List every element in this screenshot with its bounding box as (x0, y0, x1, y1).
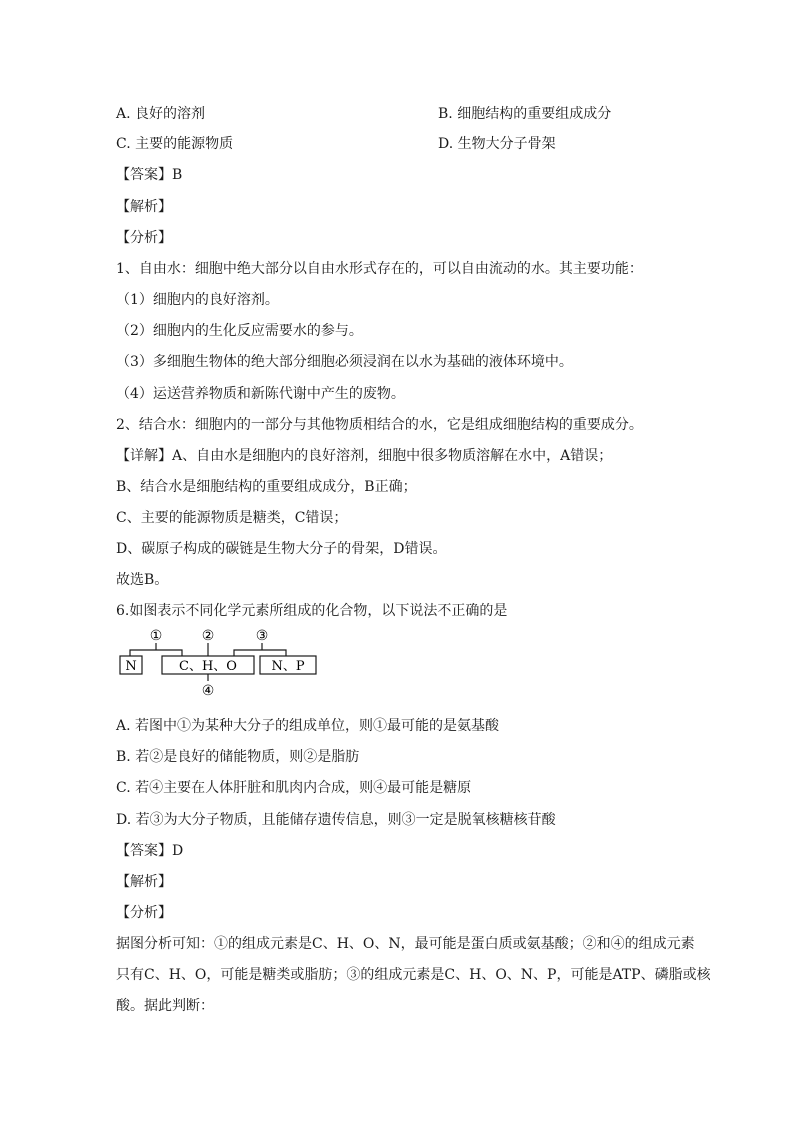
q5-option-b: B. 细胞结构的重要组成成分 (438, 106, 612, 122)
marker-3: ③ (255, 628, 269, 644)
q5-fenxi-heading: 【分析】 (116, 230, 172, 246)
q6-fenxi-line: 据图分析可知：①的组成元素是C、H、O、N，最可能是蛋白质或氨基酸；②和④的组成元素 (116, 936, 695, 952)
q6-fenxi-line: 酸。据此判断： (116, 998, 214, 1014)
q5-answer: 【答案】B (116, 167, 183, 183)
q6-option-c: C. 若④主要在人体肝脏和肌肉内合成，则④最可能是糖原 (116, 780, 472, 796)
q5-fenxi-line: （1）细胞内的良好溶剂。 (116, 292, 279, 308)
q5-fenxi-line: 1、自由水：细胞中绝大部分以自由水形式存在的，可以自由流动的水。其主要功能： (116, 261, 643, 277)
marker-2: ② (201, 628, 215, 644)
q6-stem: 6.如图表示不同化学元素所组成的化合物，以下说法不正确的是 (116, 603, 508, 619)
marker-1: ① (149, 628, 163, 644)
q5-detail-line: B、结合水是细胞结构的重要组成成分，B正确； (116, 479, 417, 495)
q5-detail-line: 【详解】A、自由水是细胞内的良好溶剂，细胞中很多物质溶解在水中，A错误； (116, 448, 613, 464)
q5-fenxi-line: （2）细胞内的生化反应需要水的参与。 (116, 323, 363, 339)
box-np: N、P (271, 659, 305, 674)
element-diagram (116, 628, 326, 700)
q5-detail-line: C、主要的能源物质是糖类，C错误； (116, 510, 348, 526)
q6-answer: 【答案】D (116, 843, 184, 859)
q6-analysis-heading: 【解析】 (116, 874, 172, 890)
box-n: N (125, 659, 137, 674)
q5-fenxi-line: （4）运送营养物质和新陈代谢中产生的废物。 (116, 386, 405, 402)
box-cho: C、H、O (179, 659, 237, 674)
q5-fenxi-line: （3）多细胞生物体的绝大部分细胞必须浸润在以水为基础的液体环境中。 (116, 354, 573, 370)
q5-conclusion: 故选B。 (116, 572, 169, 588)
q5-option-d: D. 生物大分子骨架 (438, 136, 556, 152)
q6-fenxi-heading: 【分析】 (116, 905, 172, 921)
q6-option-d: D. 若③为大分子物质，且能储存遗传信息，则③一定是脱氧核糖核苷酸 (116, 812, 556, 828)
q6-option-a: A. 若图中①为某种大分子的组成单位，则①最可能的是氨基酸 (116, 718, 500, 734)
q5-detail-line: D、碳原子构成的碳链是生物大分子的骨架，D错误。 (116, 541, 447, 557)
q5-option-a: A. 良好的溶剂 (116, 106, 206, 122)
q6-option-b: B. 若②是良好的储能物质，则②是脂肪 (116, 749, 360, 765)
q5-fenxi-line: 2、结合水：细胞内的一部分与其他物质相结合的水，它是组成细胞结构的重要成分。 (116, 417, 643, 433)
marker-4: ④ (201, 683, 215, 699)
q5-option-c: C. 主要的能源物质 (116, 136, 234, 152)
q5-analysis-heading: 【解析】 (116, 199, 172, 215)
q6-fenxi-line: 只有C、H、O，可能是糖类或脂肪；③的组成元素是C、H、O、N、P，可能是ATP、磷脂或核 (116, 967, 711, 983)
